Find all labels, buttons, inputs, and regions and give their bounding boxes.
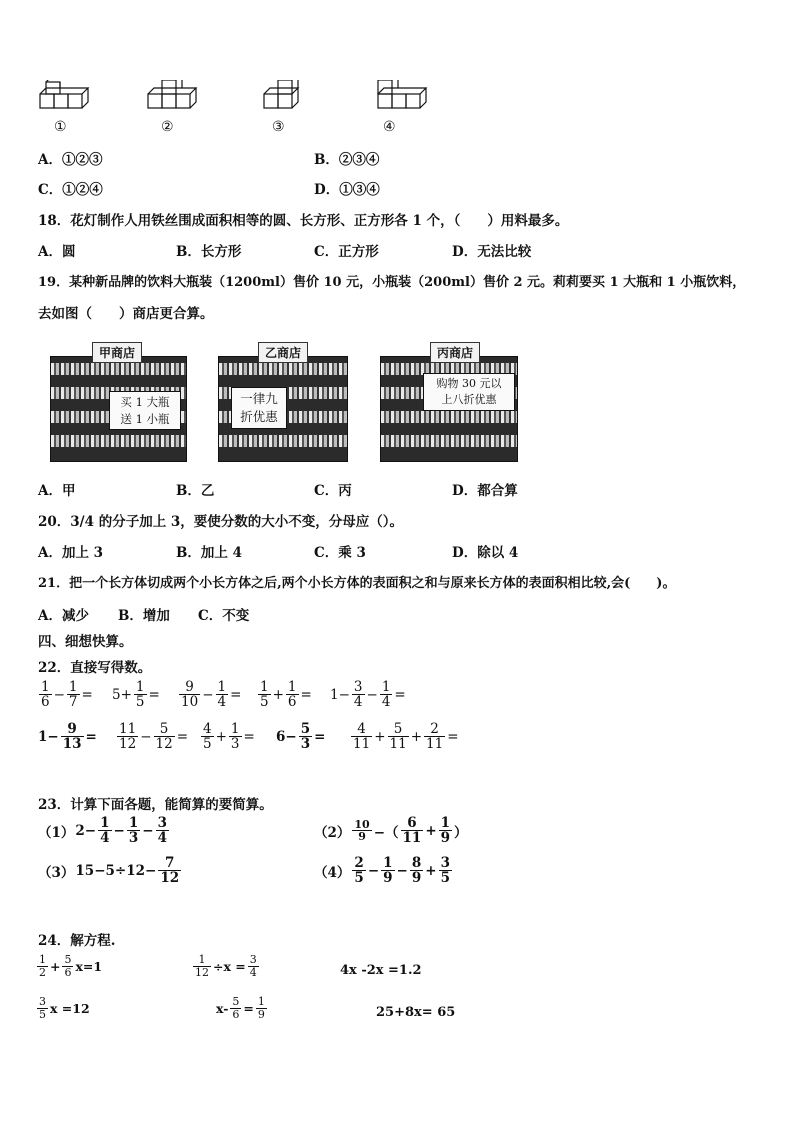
q24-equation-1: $\frac{1}{2}$ + $\frac{5}{6}$ x=1 bbox=[39, 953, 103, 979]
figure-label-4: ④ bbox=[383, 119, 396, 135]
q21-question: 21．把一个长方体切成两个小长方体之后,两个小长方体的表面积之和与原来长方体的表面积相比较,会( )。 bbox=[38, 576, 676, 591]
q17-option-d: D．①③④ bbox=[314, 182, 380, 198]
shop-yi-name: 乙商店 bbox=[258, 342, 308, 363]
q23-problem-4: （4） $\frac{2}{5}$ − $\frac{1}{9}$ − $\frac{8}{9}$ + $\frac{3}{5}$ bbox=[314, 855, 450, 887]
q18-option-b: B．长方形 bbox=[176, 244, 242, 260]
shop-photo-yi bbox=[218, 356, 348, 462]
q22-item-5: 1− $\frac{3}{4}$ − $\frac{1}{4}$ = bbox=[330, 679, 406, 711]
cube-figure-1 bbox=[40, 80, 88, 108]
q17-option-b: B．②③④ bbox=[314, 152, 380, 168]
q17-option-a: A．①②③ bbox=[38, 152, 103, 168]
q22-item-8: $\frac{4}{5}$ + $\frac{1}{3}$ = bbox=[203, 721, 255, 753]
q22-title: 22．直接写得数。 bbox=[38, 660, 152, 676]
q17-option-c: C．①②④ bbox=[38, 182, 103, 198]
q22-item-1: $\frac{1}{6}$ − $\frac{1}{7}$ = bbox=[41, 679, 93, 711]
q19-option-d: D．都合算 bbox=[452, 483, 518, 499]
q24-equation-3: 4x -2x =1.2 bbox=[340, 963, 422, 978]
q22-item-3: $\frac{9}{10}$ − $\frac{1}{4}$ = bbox=[181, 679, 242, 711]
q18-option-c: C．正方形 bbox=[314, 244, 379, 260]
figure-label-1: ① bbox=[54, 119, 67, 135]
q21-option-c: C．不变 bbox=[198, 608, 250, 624]
q18-option-d: D．无法比较 bbox=[452, 244, 532, 260]
shop-photo-jia bbox=[50, 356, 187, 462]
section-heading: 四、细想快算。 bbox=[38, 634, 133, 650]
shop-photo-bing bbox=[380, 356, 518, 462]
q19-question-line1: 19．某种新品牌的饮料大瓶装（1200ml）售价 10 元，小瓶装（200ml）售价 2 元。莉莉要买 1 大瓶和 1 小瓶饮料， bbox=[38, 275, 746, 290]
q19-option-b: B．乙 bbox=[176, 483, 215, 499]
q22-item-6: 1− $\frac{9}{13}$ = bbox=[38, 721, 97, 753]
shop-jia-sign: 买 1 大瓶 送 1 小瓶 bbox=[109, 391, 181, 430]
shop-bing-name: 丙商店 bbox=[430, 342, 480, 363]
q22-item-9: 6− $\frac{5}{3}$ = bbox=[276, 721, 326, 753]
figure-label-3: ③ bbox=[272, 119, 285, 135]
q23-title: 23．计算下面各题，能简算的要简算。 bbox=[38, 797, 273, 813]
q19-option-c: C．丙 bbox=[314, 483, 352, 499]
q21-option-a: A．减少 bbox=[38, 608, 89, 624]
q21-option-b: B．增加 bbox=[118, 608, 170, 624]
q23-problem-3: （3） 15−5÷12− $\frac{7}{12}$ bbox=[38, 855, 180, 887]
q24-title: 24．解方程. bbox=[38, 933, 116, 949]
q19-option-a: A．甲 bbox=[38, 483, 76, 499]
q22-item-7: $\frac{11}{12}$ − $\frac{5}{12}$ = bbox=[119, 721, 188, 753]
q22-item-4: $\frac{1}{5}$ + $\frac{1}{6}$ = bbox=[260, 679, 312, 711]
figure-label-2: ② bbox=[161, 119, 174, 135]
q19-question-line2: 去如图（ ）商店更合算。 bbox=[38, 306, 214, 322]
q20-option-c: C．乘 3 bbox=[314, 545, 366, 561]
q23-problem-1: （1） 2− $\frac{1}{4}$ − $\frac{1}{3}$ − $\frac{3}{4}$ bbox=[38, 815, 167, 847]
q24-equation-6: 25+8x= 65 bbox=[376, 1005, 456, 1020]
q24-equation-2: $\frac{1}{12}$ ÷x = $\frac{3}{4}$ bbox=[195, 953, 257, 979]
shop-yi-sign: 一律九 折优惠 bbox=[231, 387, 287, 429]
q24-equation-5: x- $\frac{5}{6}$ = $\frac{1}{9}$ bbox=[216, 995, 265, 1021]
q24-equation-4: $\frac{3}{5}$ x =12 bbox=[39, 995, 90, 1021]
cube-figure-3 bbox=[264, 80, 298, 108]
q22-item-10: $\frac{4}{11}$ + $\frac{5}{11}$ + $\frac{2}{11}$ = bbox=[353, 721, 459, 753]
q20-option-a: A．加上 3 bbox=[38, 545, 104, 561]
q23-problem-2: （2） $\frac{10}{9}$ −（ $\frac{6}{11}$ + $\frac{1}{9}$ ） bbox=[314, 815, 468, 847]
q20-option-d: D．除以 4 bbox=[452, 545, 519, 561]
cube-figure-4 bbox=[378, 80, 426, 108]
q18-option-a: A．圆 bbox=[38, 244, 76, 260]
shop-bing-sign: 购物 30 元以 上八折优惠 bbox=[423, 373, 515, 411]
cube-figure-2 bbox=[148, 80, 196, 108]
q22-item-2: 5+ $\frac{1}{5}$ = bbox=[112, 679, 160, 711]
shop-jia-name: 甲商店 bbox=[92, 342, 142, 363]
q18-question: 18．花灯制作人用铁丝围成面积相等的圆、长方形、正方形各 1 个，（ ）用料最多。 bbox=[38, 213, 569, 229]
q20-option-b: B．加上 4 bbox=[176, 545, 243, 561]
q20-question: 20．3/4 的分子加上 3，要使分数的大小不变，分母应（）。 bbox=[38, 514, 404, 530]
